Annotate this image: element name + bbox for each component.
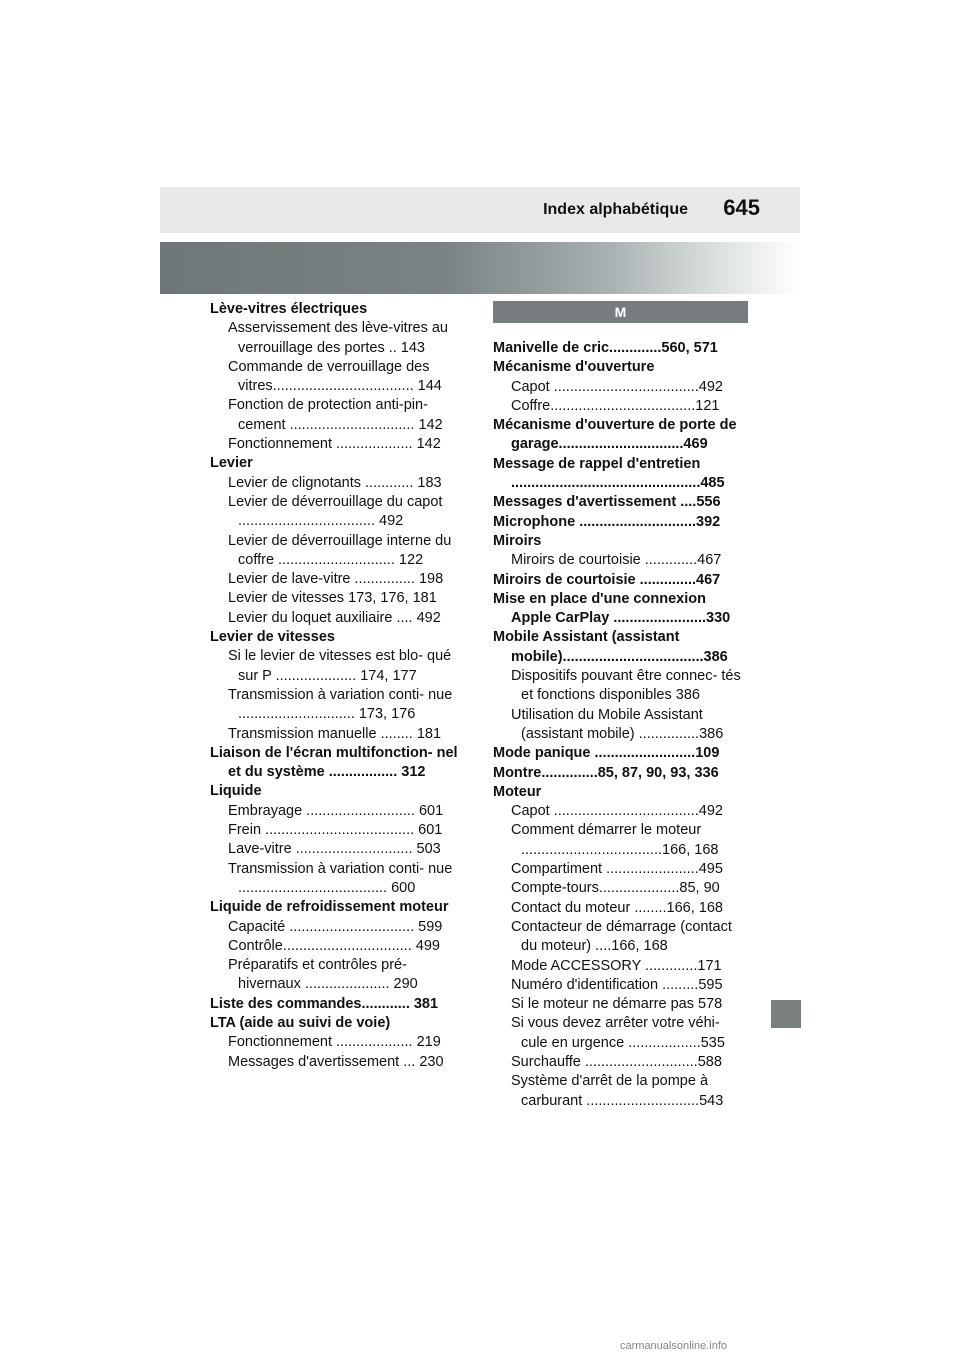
- index-subentry: Levier de clignotants ............ 183: [228, 474, 442, 491]
- index-subentry: Système d'arrêt de la pompe à carburant ............................543: [511, 1073, 724, 1109]
- index-subentry: Contrôle................................ 499: [228, 937, 440, 954]
- index-entry: LTA (aide au suivi de voie): [210, 1014, 391, 1031]
- index-subentry: Messages d'avertissement ... 230: [228, 1053, 444, 1070]
- index-subentry: Capot ....................................492: [511, 378, 723, 395]
- decorative-band: [160, 242, 800, 294]
- index-entry: Levier: [210, 455, 253, 472]
- index-subentry: Miroirs de courtoisie .............467: [511, 552, 722, 569]
- index-entry: Mécanisme d'ouverture: [493, 359, 655, 376]
- page-header: [160, 187, 800, 233]
- index-entry: Manivelle de cric.............560, 571: [493, 340, 718, 356]
- index-entry: Levier de vitesses: [210, 629, 335, 646]
- page-number: 645: [723, 195, 760, 220]
- chapter-tab: [771, 1000, 801, 1028]
- index-subentry: Comment démarrer le moteur ...................................166, 168: [511, 822, 719, 858]
- index-subentry: Frein ..................................... 601: [228, 822, 443, 839]
- index-subentry: Transmission manuelle ........ 181: [228, 725, 442, 742]
- index-subentry: Embrayage ........................... 601: [228, 802, 444, 819]
- index-entry: Miroirs: [493, 532, 542, 549]
- watermark: carmanualsonline.info: [620, 1340, 728, 1352]
- index-subentry: Préparatifs et contrôles pré-hivernaux ..................... 290: [228, 957, 418, 993]
- index-subentry: Commande de verrouillage des vitres................................... 144: [228, 358, 442, 395]
- index-subentry: Lave-vitre ............................. 503: [228, 841, 441, 858]
- index-subentry: Capot ....................................492: [511, 803, 723, 820]
- index-column-right: [493, 301, 748, 1111]
- index-subentry: Si le moteur ne démarre pas 578: [511, 996, 723, 1013]
- index-subentry: Compartiment .......................495: [511, 861, 723, 878]
- index-subentry: Asservissement des lève-vitres au verrouillage des portes .. 143: [228, 320, 448, 356]
- index-column-left: [210, 300, 465, 1072]
- index-subentry: Levier de déverrouillage du capot .................................. 492: [228, 493, 443, 530]
- index-entry: Lève-vitres électriques: [210, 301, 368, 317]
- index-entry: Miroirs de courtoisie ..............467: [493, 571, 721, 588]
- index-subentry: Transmission à variation conti- nue ..................................... 600: [228, 860, 453, 896]
- index-subentry: Fonctionnement ................... 219: [228, 1034, 441, 1051]
- index-entry: Mise en place d'une connexion Apple CarPlay .......................330: [493, 590, 731, 627]
- index-entry: Mobile Assistant (assistant mobile)...................................386: [493, 629, 728, 665]
- letter-heading: M: [493, 301, 748, 323]
- index-subentry: Fonctionnement ................... 142: [228, 436, 441, 453]
- index-subentry: Levier de vitesses 173, 176, 181: [228, 590, 437, 607]
- index-subentry: Si le levier de vitesses est blo- qué sur P .................... 174, 177: [228, 648, 452, 684]
- index-subentry: Utilisation du Mobile Assistant (assistant mobile) ...............386: [511, 706, 724, 742]
- index-subentry: Levier de lave-vitre ............... 198: [228, 571, 444, 588]
- index-subentry: Compte-tours....................85, 90: [511, 880, 720, 897]
- index-entry: Montre..............85, 87, 90, 93, 336: [493, 764, 719, 781]
- index-subentry: Transmission à variation conti- nue ............................. 173, 176: [228, 686, 453, 723]
- index-entry: Messages d'avertissement ....556: [493, 494, 721, 511]
- index-subentry: Contact du moteur ........166, 168: [511, 899, 723, 916]
- index-subentry: Capacité ............................... 599: [228, 918, 443, 935]
- index-entry: Moteur: [493, 783, 542, 800]
- index-subentry: Coffre....................................121: [511, 397, 720, 414]
- index-subentry: Dispositifs pouvant être connec- tés et fonctions disponibles 386: [511, 668, 741, 704]
- section-title: Index alphabétique: [543, 201, 688, 218]
- index-subentry: Levier du loquet auxiliaire .... 492: [228, 609, 441, 626]
- index-entry: Message de rappel d'entretien ...............................................485: [493, 455, 725, 492]
- index-subentry: Numéro d'identification .........595: [511, 976, 723, 993]
- index-entry: Liquide: [210, 783, 262, 800]
- index-subentry: Mode ACCESSORY .............171: [511, 957, 722, 974]
- index-subentry: Si vous devez arrêter votre véhi- cule en urgence ..................535: [511, 1015, 725, 1051]
- index-subentry: Levier de déverrouillage interne du coffre ............................. 122: [228, 532, 452, 568]
- index-entry: Liaison de l'écran multifonction- nel et du système ................. 312: [210, 744, 458, 781]
- index-entry: Liquide de refroidissement moteur: [210, 899, 449, 916]
- index-entry: Mode panique .........................109: [493, 745, 720, 762]
- index-subentry: Contacteur de démarrage (contact du moteur) ....166, 168: [511, 918, 732, 955]
- index-entry: Liste des commandes............ 381: [210, 995, 439, 1012]
- index-subentry: Surchauffe ............................588: [511, 1053, 722, 1070]
- index-subentry: Fonction de protection anti-pin- cement ............................... 142: [228, 397, 443, 433]
- index-entry: Mécanisme d'ouverture de porte de garage...............................469: [493, 417, 737, 453]
- index-entry: Microphone .............................392: [493, 513, 721, 530]
